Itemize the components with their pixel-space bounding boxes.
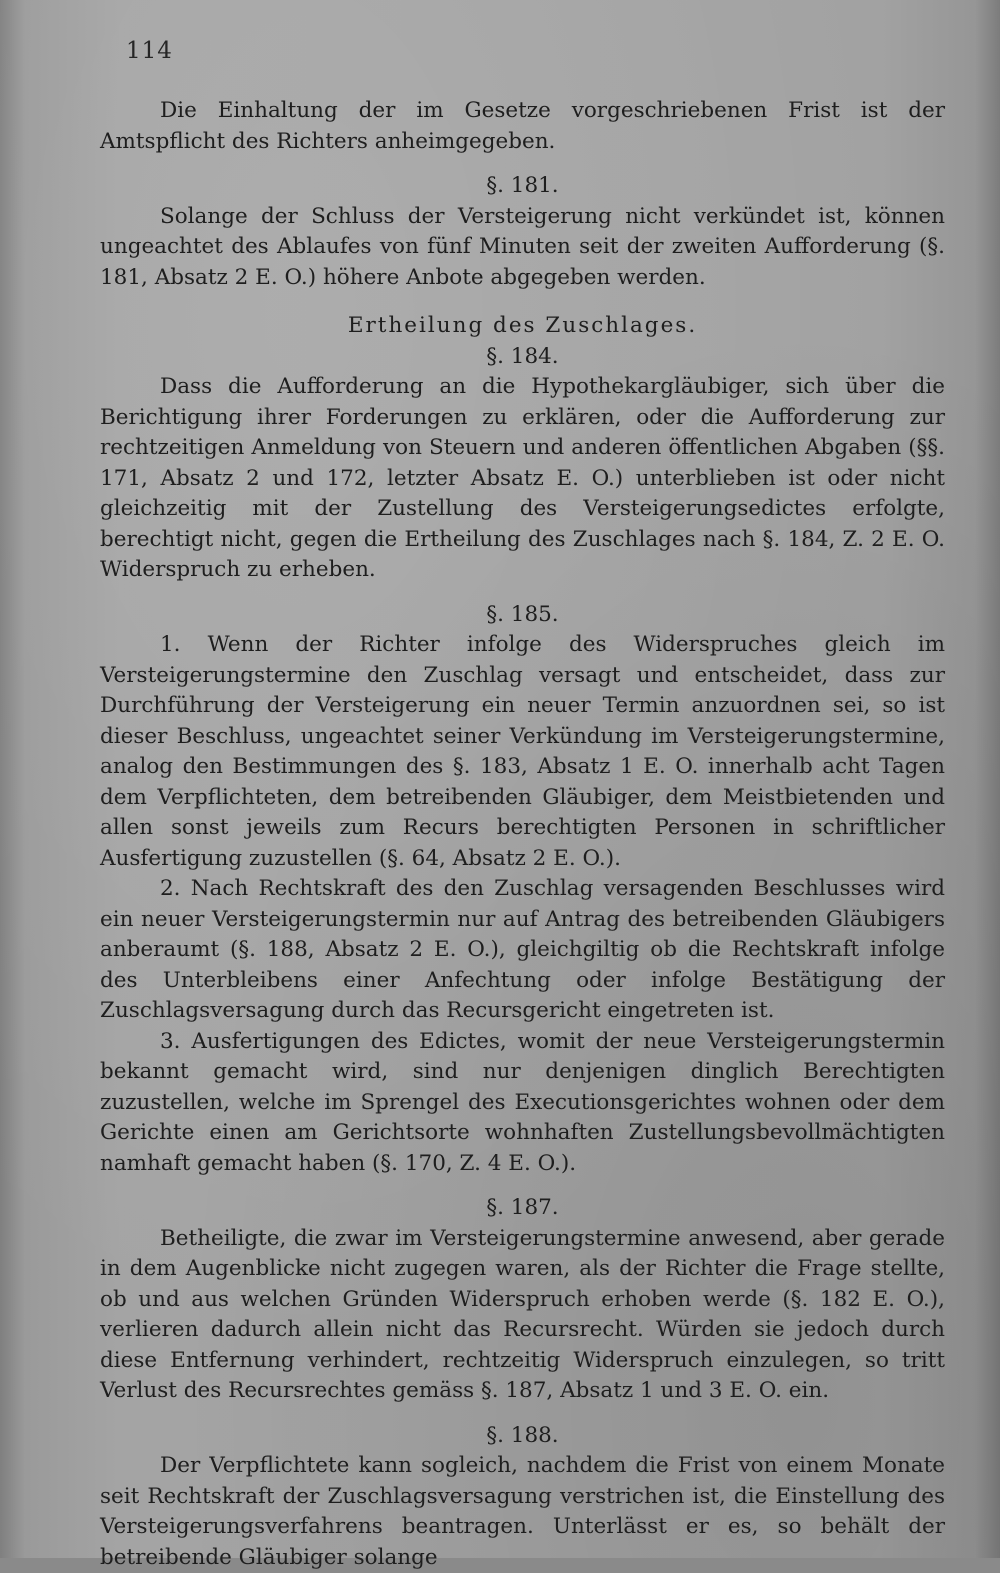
- section-188-heading: §. 188.: [486, 1422, 559, 1448]
- paragraph-184: Dass die Aufforderung an die Hypothekargläubiger, sich über die Berichtigung ihrer Forderungen zu erklären, oder die Aufforderung zur rechtzeitigen Anmeldung von Steuern und anderen öffentlichen Abgaben (§§. 171, Absatz 2 und 172, letzter Absatz E. O.) unterblieben ist oder nicht gleichzeitig mit der Zustellung des Versteigerungsedictes erfolgte, berechtigt nicht, gegen die Ertheilung des Zuschlages nach §. 184, Z. 2 E. O. Widerspruch zu erheben.: [100, 374, 945, 582]
- section-185-heading: §. 185.: [486, 601, 559, 627]
- heading-ertheilung-des-zuschlages: Ertheilung des Zuschlages.: [347, 313, 698, 338]
- paragraph-187: Betheiligte, die zwar im Versteigerungstermine anwesend, aber gerade in dem Augenblicke nicht zugegen waren, als der Richter die Frage stellte, ob und aus welchen Gründen Widerspruch erhoben werde (§. 182 E. O.), verlieren dadurch allein nicht das Recursrecht. Würden sie jedoch durch diese Entfernung verhindert, rechtzeitig Widerspruch einzulegen, so tritt Verlust des Recursrechtes gemäss §. 187, Absatz 1 und 3 E. O. ein.: [100, 1225, 945, 1403]
- paragraph-frist: Die Einhaltung der im Gesetze vorgeschriebenen Frist ist der Amtspflicht des Richters anheimgegeben.: [100, 98, 945, 154]
- section-184-heading: §. 184.: [486, 343, 559, 369]
- paragraph-185-1: 1. Wenn der Richter infolge des Widerspruches gleich im Versteigerungstermine den Zuschlag versagt und entscheidet, dass zur Durchführung der Versteigerung ein neuer Termin anzuordnen sei, so ist dieser Beschluss, ungeachtet seiner Verkündung im Versteigerungstermine, analog den Bestimmungen des §. 183, Absatz 1 E. O. innerhalb acht Tagen dem Verpflichteten, dem betreibenden Gläubiger, dem Meistbietenden und allen sonst jeweils zum Recurs berechtigten Personen in schriftlicher Ausfertigung zuzustellen (§. 64, Absatz 2 E. O.).: [100, 632, 945, 871]
- paragraph-185-3: 3. Ausfertigungen des Edictes, womit der neue Versteigerungstermin bekannt gemacht wird, sind nur denjenigen dinglich Berechtigten zuzustellen, welche im Sprengel des Executionsgerichtes wohnen oder dem Gerichte einen am Gerichtsorte wohnhaften Zustellungsbevollmächtigten namhaft gemacht haben (§. 170, Z. 4 E. O.).: [100, 1028, 945, 1176]
- page-body: [100, 96, 945, 1573]
- paragraph-188: Der Verpflichtete kann sogleich, nachdem die Frist von einem Monate seit Rechtskraft der Zuschlagsversagung verstrichen ist, die Einstellung des Versteigerungsverfahrens beantragen. Unterlässt er es, so behält der betreibende Gläubiger solange: [100, 1453, 945, 1570]
- section-181-heading: §. 181.: [486, 173, 559, 198]
- paragraph-181: Solange der Schluss der Versteigerung nicht verkündet ist, können ungeachtet des Ablaufes von fünf Minuten seit der zweiten Aufforderung (§. 181, Absatz 2 E. O.) höhere Anbote abgegeben werden.: [100, 203, 945, 290]
- section-187-heading: §. 187.: [486, 1195, 559, 1220]
- page-number: 114: [126, 38, 173, 64]
- paragraph-185-2: 2. Nach Rechtskraft des den Zuschlag versagenden Beschlusses wird ein neuer Versteigerungstermin nur auf Antrag des betreibenden Gläubigers anberaumt (§. 188, Absatz 2 E. O.), gleichgiltig ob die Rechtskraft infolge des Unterbleibens einer Anfechtung oder infolge Bestätigung der Zuschlagsversagung durch das Recursgericht eingetreten ist.: [100, 876, 945, 1023]
